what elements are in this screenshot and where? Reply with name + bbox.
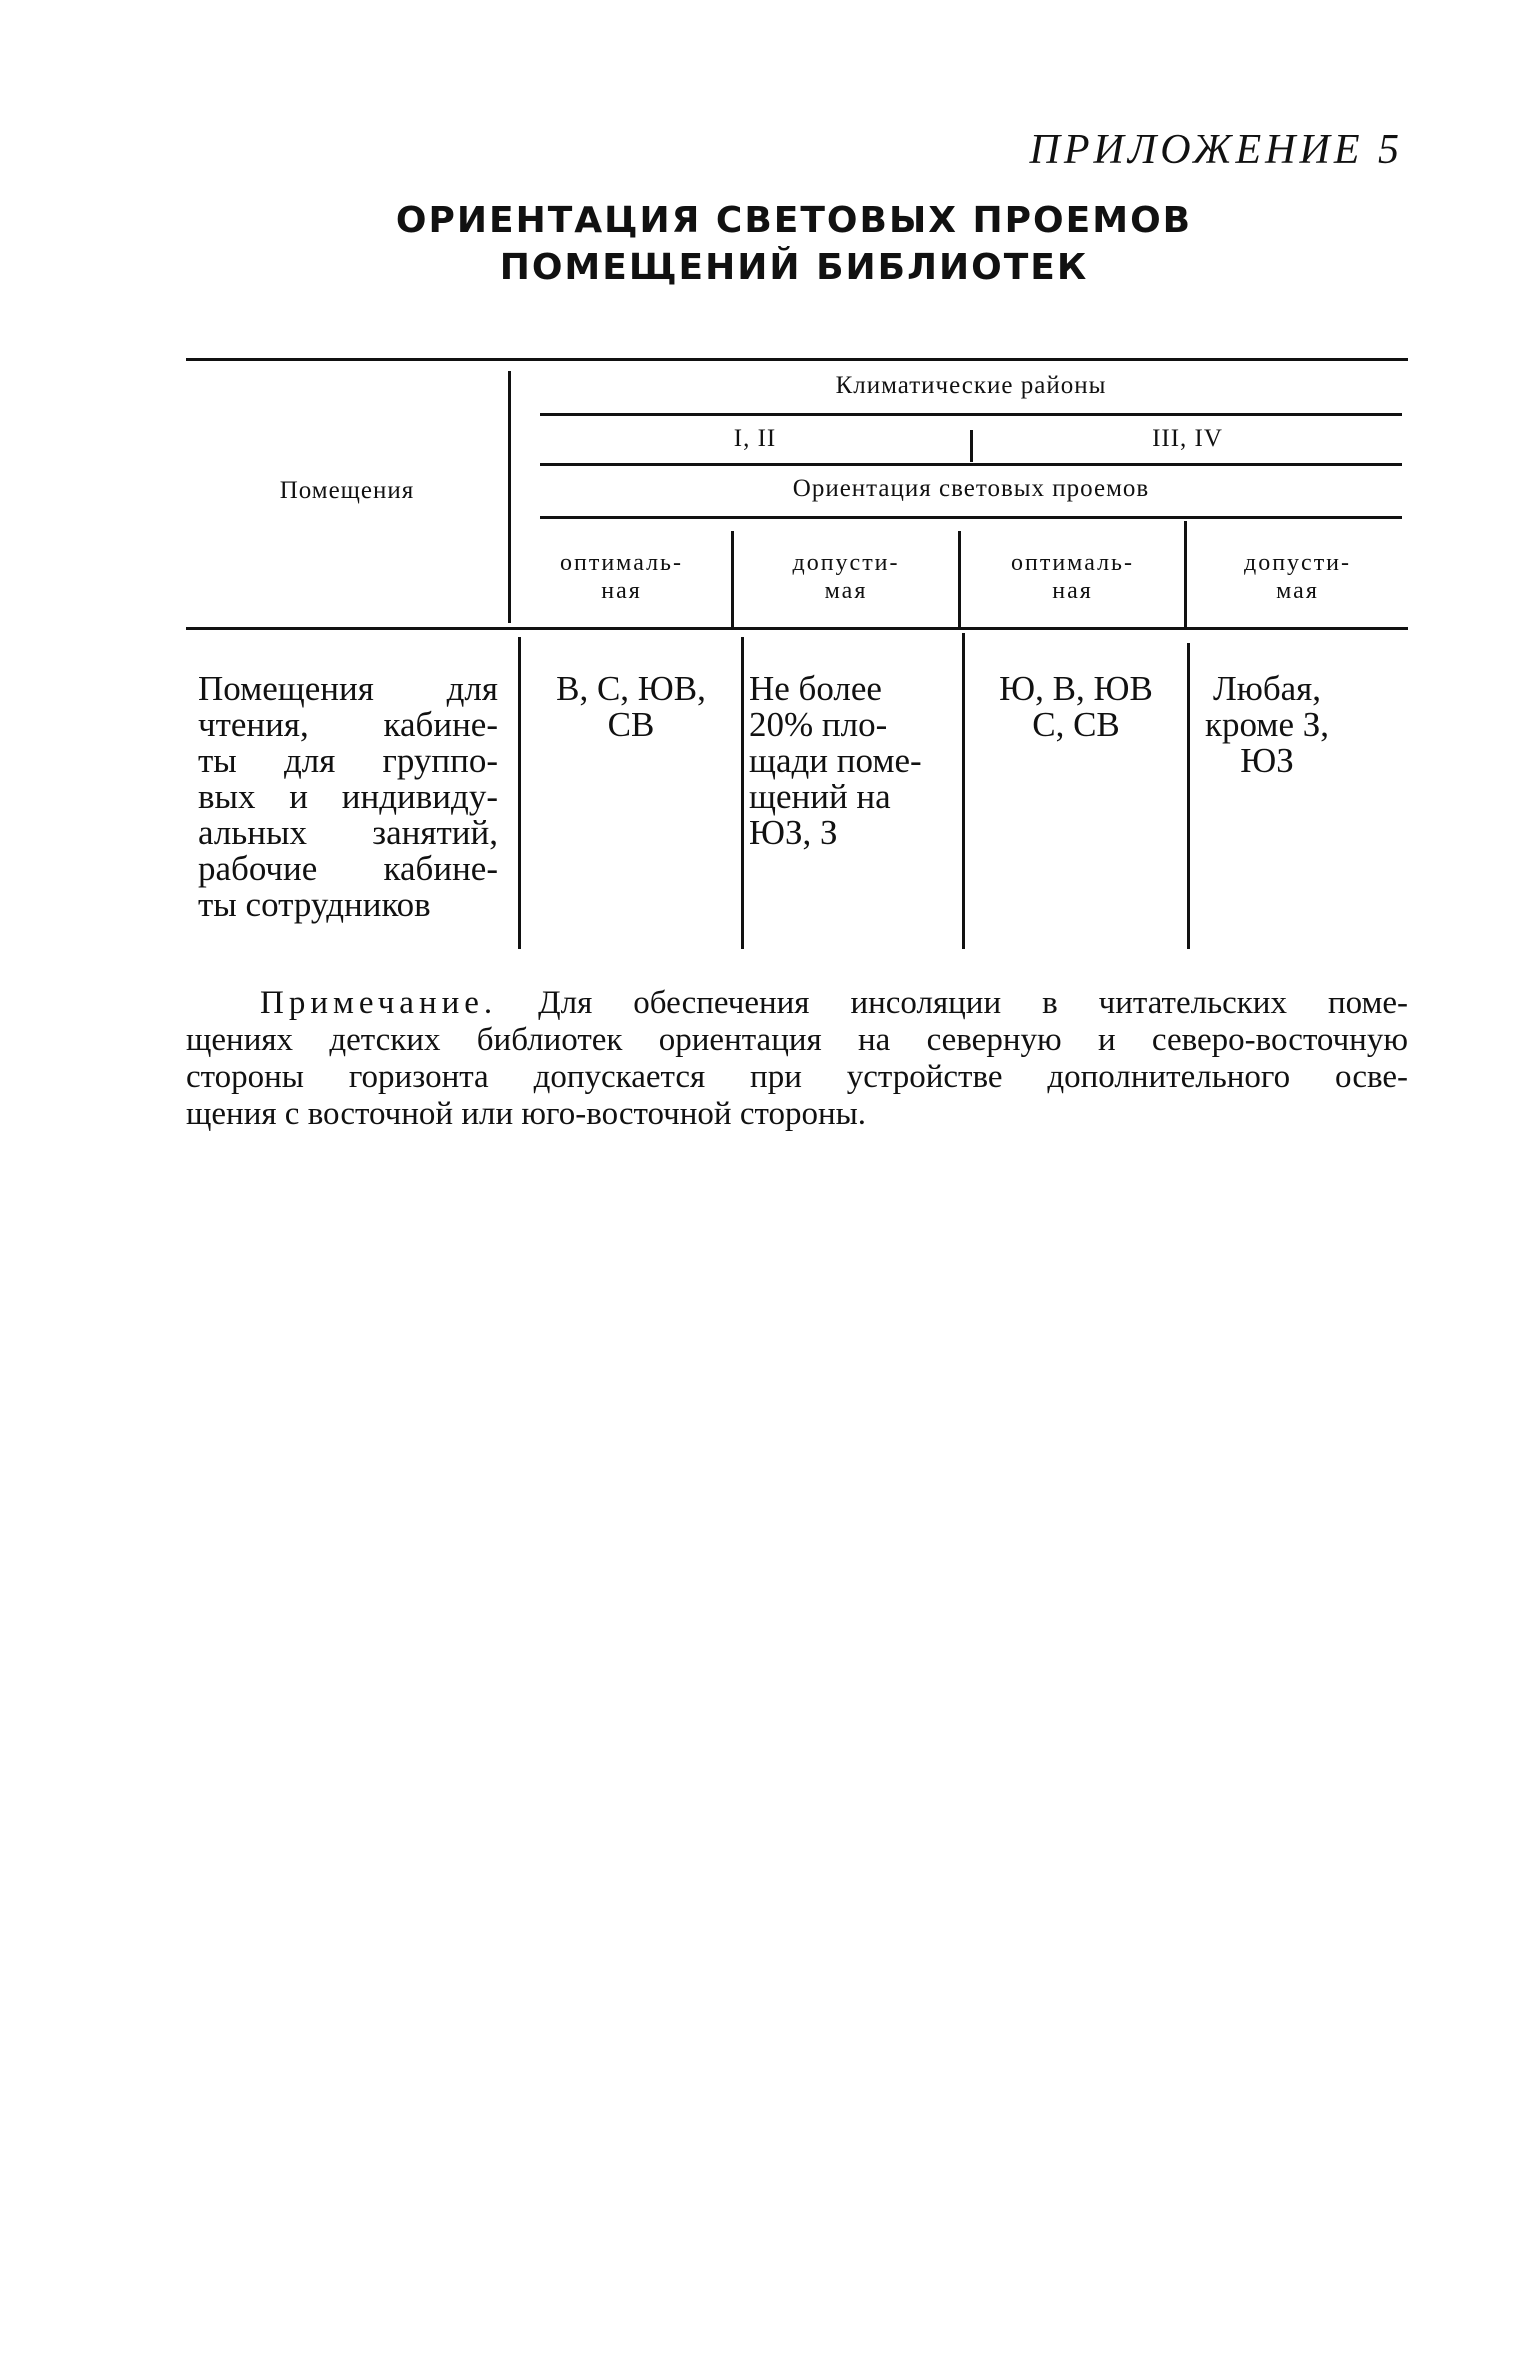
table-note	[186, 985, 1408, 1133]
table-top-rule	[186, 358, 1408, 361]
body-divider-2	[741, 637, 744, 949]
header-orientation: Ориентация световых проемов	[792, 475, 1150, 502]
header-sub-allowed-2: допусти- мая	[1243, 550, 1352, 604]
climate-regions-rule	[540, 413, 1402, 416]
body-divider-3	[962, 633, 965, 949]
page-title-line-2: ПОМЕЩЕНИЙ БИБЛИОТЕК	[499, 247, 1089, 288]
row-region1-allowed: Не более 20% пло- щади поме- щений на ЮЗ, З	[749, 669, 922, 852]
header-bottom-rule	[186, 627, 1408, 630]
note-line-4: щения с восточной или юго-восточной стороны.	[186, 1096, 867, 1132]
row-rooms: Помещения для чтения, кабине- ты для группо- вых и индивиду- альных занятий, рабочие кабине- ты сотрудников	[198, 669, 498, 924]
note-line-3: стороны горизонта допускается при устройстве дополнительного осве-	[186, 1059, 1408, 1095]
row-region2-optimal: Ю, В, ЮВ С, СВ	[999, 669, 1153, 744]
body-divider-4	[1187, 643, 1190, 949]
header-region-group-2: III, IV	[1152, 425, 1223, 452]
row-region2-allowed: Любая, кроме З, ЮЗ	[1204, 669, 1330, 780]
row-region1-optimal: В, С, ЮВ, СВ	[556, 669, 706, 744]
header-sub-optimal-1: оптималь- ная	[560, 550, 683, 604]
orientation-table	[186, 353, 1408, 953]
orientation-rule	[540, 516, 1402, 519]
header-sub-allowed-1: допусти- мая	[792, 550, 900, 604]
header-region-group-1: I, II	[733, 425, 777, 452]
header-rooms: Помещения	[279, 477, 415, 504]
note-line-1: Примечание. Для обеспечения инсоляции в читательских поме-	[260, 985, 1408, 1021]
body-divider-1	[518, 637, 521, 949]
region-groups-rule	[540, 463, 1402, 466]
header-divider-rooms	[508, 371, 511, 623]
header-climate-regions: Климатические районы	[835, 372, 1107, 399]
appendix-label: ПРИЛОЖЕНИЕ 5	[1029, 127, 1403, 173]
note-line-2: щениях детских библиотек ориентация на северную и северо-восточную	[186, 1022, 1408, 1058]
note-label: Примечание.	[260, 985, 498, 1021]
page-title-line-1: ОРИЕНТАЦИЯ СВЕТОВЫХ ПРОЕМОВ	[395, 200, 1193, 241]
header-sub-optimal-2: оптималь- ная	[1011, 550, 1134, 604]
